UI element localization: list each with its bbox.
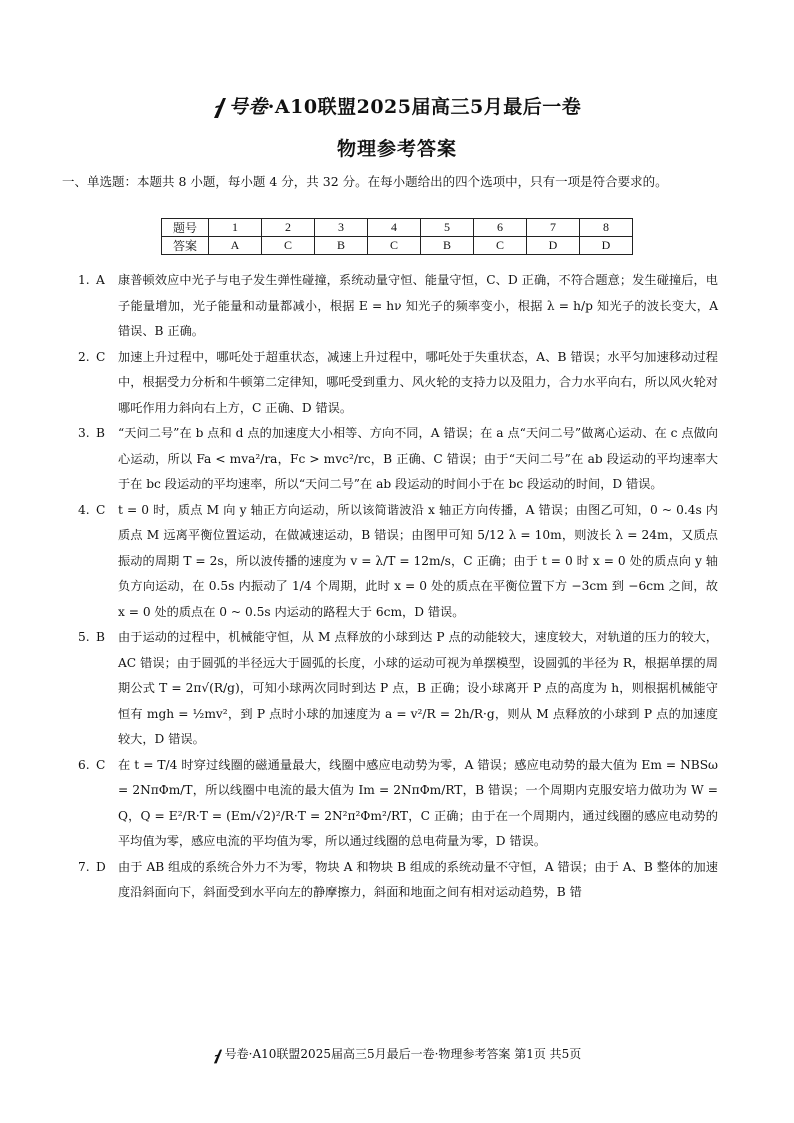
item-number: 3. xyxy=(78,426,90,440)
solution-item-7 xyxy=(78,855,718,906)
item-answer: C xyxy=(96,502,106,517)
item-explanation: t = 0 时，质点 M 向 y 轴正方向运动，所以该简谐波沿 x 轴正方向传播，A 错误；由图乙可知，0 ~ 0.4s 内质点 M 远离平衡位置运动，在做减速运动，B 错误；由图甲可知 5/12 λ = 10m，则波长 λ = 24m，又质点振动的周期 T = 2s，所以波传播的速度为 v = λ/T = 12m/s，C 正确；由于 t = 0 时 x = 0 处的质点向 y 轴负方向运动，在 0.5s 内振动了 1/4 个周期，此时 x = 0 处的质点在平衡位置下方 −3cm 到 −6cm 之间，故 x = 0 处的质点在 0 ~ 0.5s 内运动的路程大于 6cm，D 错误。 xyxy=(118,502,718,619)
row-label-number: 题号 xyxy=(162,219,209,237)
question-number: 6 xyxy=(474,219,527,237)
solution-item-3 xyxy=(78,421,718,498)
item-number: 4. xyxy=(78,502,90,517)
row-label-answer: 答案 xyxy=(162,237,209,255)
question-number: 3 xyxy=(315,219,368,237)
item-answer: C xyxy=(96,757,106,772)
answer-cell: D xyxy=(580,237,633,255)
item-number: 6. xyxy=(78,757,90,772)
logo-text: 号卷 xyxy=(228,96,268,118)
item-number: 1. xyxy=(78,273,90,287)
answer-cell: B xyxy=(315,237,368,255)
question-number: 8 xyxy=(580,219,633,237)
item-answer: C xyxy=(96,349,106,364)
item-number: 2. xyxy=(78,349,90,364)
question-number: 5 xyxy=(421,219,474,237)
page-footer xyxy=(0,1045,794,1067)
section-heading xyxy=(62,172,732,192)
answer-cell: A xyxy=(209,237,262,255)
question-number: 4 xyxy=(368,219,421,237)
item-explanation: 由于运动的过程中，机械能守恒，从 M 点释放的小球到达 P 点的动能较大，速度较大，对轨道的压力的较大，AC 错误；由于圆弧的半径远大于圆弧的长度，小球的运动可视为单摆模型，设圆弧的半径为 R，根据单摆的周期公式 T = 2π√(R/g)，可知小球两次同时到达 P 点，B 正确；设小球离开 P 点的高度为 h，则根据机械能守恒有 mgh = ½mv²，到 P 点时小球的加速度为 a = v²/R = 2h/R·g，则从 M 点释放的小球到 P 点的加速度较大，D 错误。 xyxy=(118,630,718,746)
answer-table-row-numbers xyxy=(162,219,633,237)
item-answer: B xyxy=(96,426,105,440)
answer-cell: C xyxy=(262,237,315,255)
solution-item-5 xyxy=(78,625,718,753)
footer-logo-icon xyxy=(213,1049,223,1067)
solution-item-6 xyxy=(78,753,718,855)
question-number: 2 xyxy=(262,219,315,237)
solution-item-4 xyxy=(78,498,718,626)
item-explanation: 由于 AB 组成的系统合外力不为零，物块 A 和物块 B 组成的系统动量不守恒，A 错误；由于 A、B 整体的加速度沿斜面向下，斜面受到水平向左的静摩擦力，斜面和地面之间有相对运动趋势，B 错 xyxy=(118,859,718,899)
solution-item-2 xyxy=(78,345,718,422)
item-explanation: 在 t = T/4 时穿过线圈的磁通量最大，线圈中感应电动势为零，A 错误；感应电动势的最大值为 Em = NBSω = 2NπΦm/T，所以线圈中电流的最大值为 Im = 2NπΦm/RT，B 错误；一个周期内克服安培力做功为 W = Q，Q = E²/R·T = (Em/√2)²/R·T = 2N²π²Φm²/RT，C 正确；由于在一个周期内，通过线圈的感应电动势的平均值为零，感应电流的平均值为零，所以通过线圈的总电荷量为零，D 错误。 xyxy=(118,757,718,848)
question-number: 7 xyxy=(527,219,580,237)
section-heading-text: 一、单选题：本题共 8 小题，每小题 4 分，共 32 分。在每小题给出的四个选项中，只有一项是符合要求的。 xyxy=(62,174,668,189)
answer-title: 物理参考答案 xyxy=(336,138,457,160)
solution-list xyxy=(78,268,718,906)
answer-table xyxy=(161,218,633,255)
answer-cell: C xyxy=(474,237,527,255)
logo-icon xyxy=(213,97,227,124)
page-header xyxy=(0,92,794,161)
exam-title-text: ·A10联盟2025届高三5月最后一卷 xyxy=(267,96,582,118)
footer-text: 号卷·A10联盟2025届高三5月最后一卷·物理参考答案 第1页 共5页 xyxy=(224,1047,582,1061)
question-number: 1 xyxy=(209,219,262,237)
item-answer: D xyxy=(96,859,106,874)
answer-cell: D xyxy=(527,237,580,255)
item-explanation: 加速上升过程中，哪吒处于超重状态，减速上升过程中，哪吒处于失重状态，A、B 错误；水平匀加速移动过程中，根据受力分析和牛顿第二定律知，哪吒受到重力、风火轮的支持力以及阻力，合力水平向右，所以风火轮对哪吒作用力斜向右上方，C 正确、D 错误。 xyxy=(118,349,718,415)
answer-cell: C xyxy=(368,237,421,255)
item-explanation: 康普顿效应中光子与电子发生弹性碰撞，系统动量守恒、能量守恒，C、D 正确，不符合题意；发生碰撞后，电子能量增加，光子能量和动量都减小，根据 E = hν 知光子的频率变小，根据 λ = h/p 知光子的波长变大，A 错误、B 正确。 xyxy=(118,273,718,338)
item-explanation: “天问二号”在 b 点和 d 点的加速度大小相等、方向不同，A 错误；在 a 点“天问二号”做离心运动、在 c 点做向心运动，所以 Fa < mva²/ra，Fc > mvc²/rc，B 正确、C 错误；由于“天问二号”在 ab 段运动的平均速率大于在 bc 段运动的平均速率，所以“天问二号”在 ab 段运动的时间小于在 bc 段运动的时间，D 错误。 xyxy=(118,426,718,491)
answer-table-row-answers xyxy=(162,237,633,255)
exam-title xyxy=(0,92,794,124)
item-number: 7. xyxy=(78,859,90,874)
item-answer: B xyxy=(96,630,105,644)
item-number: 5. xyxy=(78,630,90,644)
item-answer: A xyxy=(96,273,105,287)
solution-item-1 xyxy=(78,268,718,345)
answer-cell: B xyxy=(421,237,474,255)
